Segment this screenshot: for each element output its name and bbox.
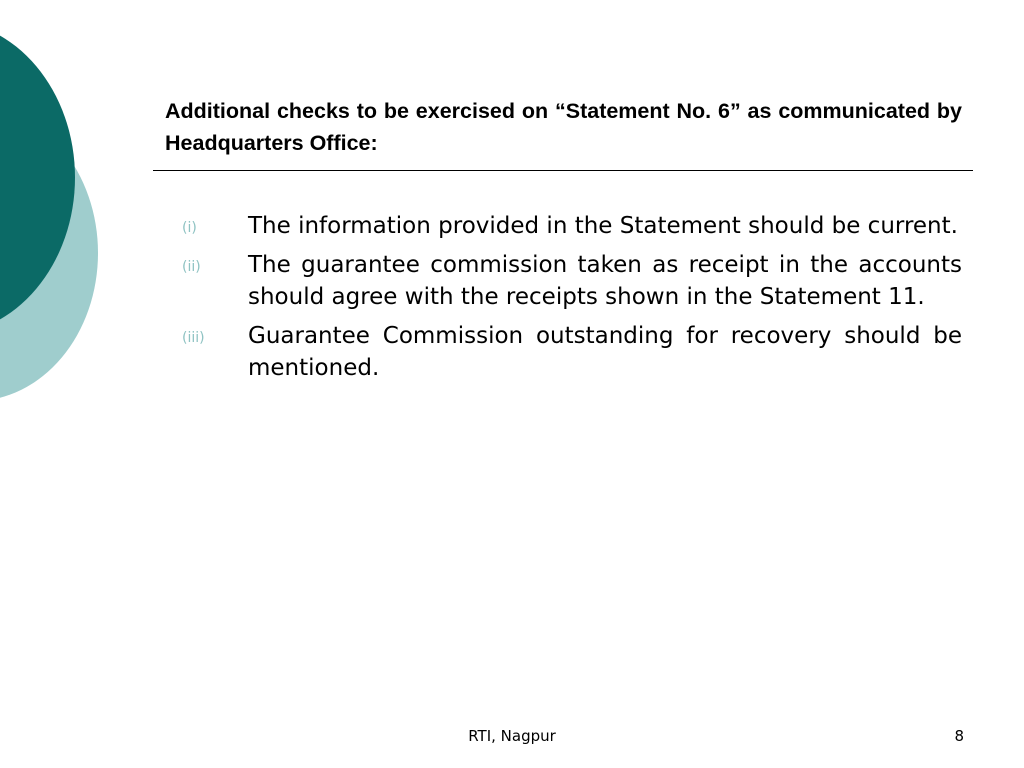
- title-divider: [153, 170, 973, 171]
- list-marker: (iii): [182, 329, 205, 346]
- list-marker: (ii): [182, 258, 201, 275]
- list-item-text: The information provided in the Statement should be current.: [248, 213, 958, 239]
- footer-organization: RTI, Nagpur: [468, 727, 556, 745]
- checks-list: [182, 210, 962, 391]
- slide-title: Additional checks to be exercised on “Statement No. 6” as communicated by Headquarters Office:: [165, 99, 962, 155]
- slide-number: 8: [954, 727, 964, 745]
- list-item: [182, 320, 962, 385]
- list-item: [182, 210, 962, 243]
- list-marker: (i): [182, 220, 197, 236]
- list-item: [182, 249, 962, 314]
- list-item-text: Guarantee Commission outstanding for recovery should be mentioned.: [248, 322, 962, 381]
- list-item-text: The guarantee commission taken as receipt in the accounts should agree with the receipts shown in the Statement 11.: [248, 251, 962, 310]
